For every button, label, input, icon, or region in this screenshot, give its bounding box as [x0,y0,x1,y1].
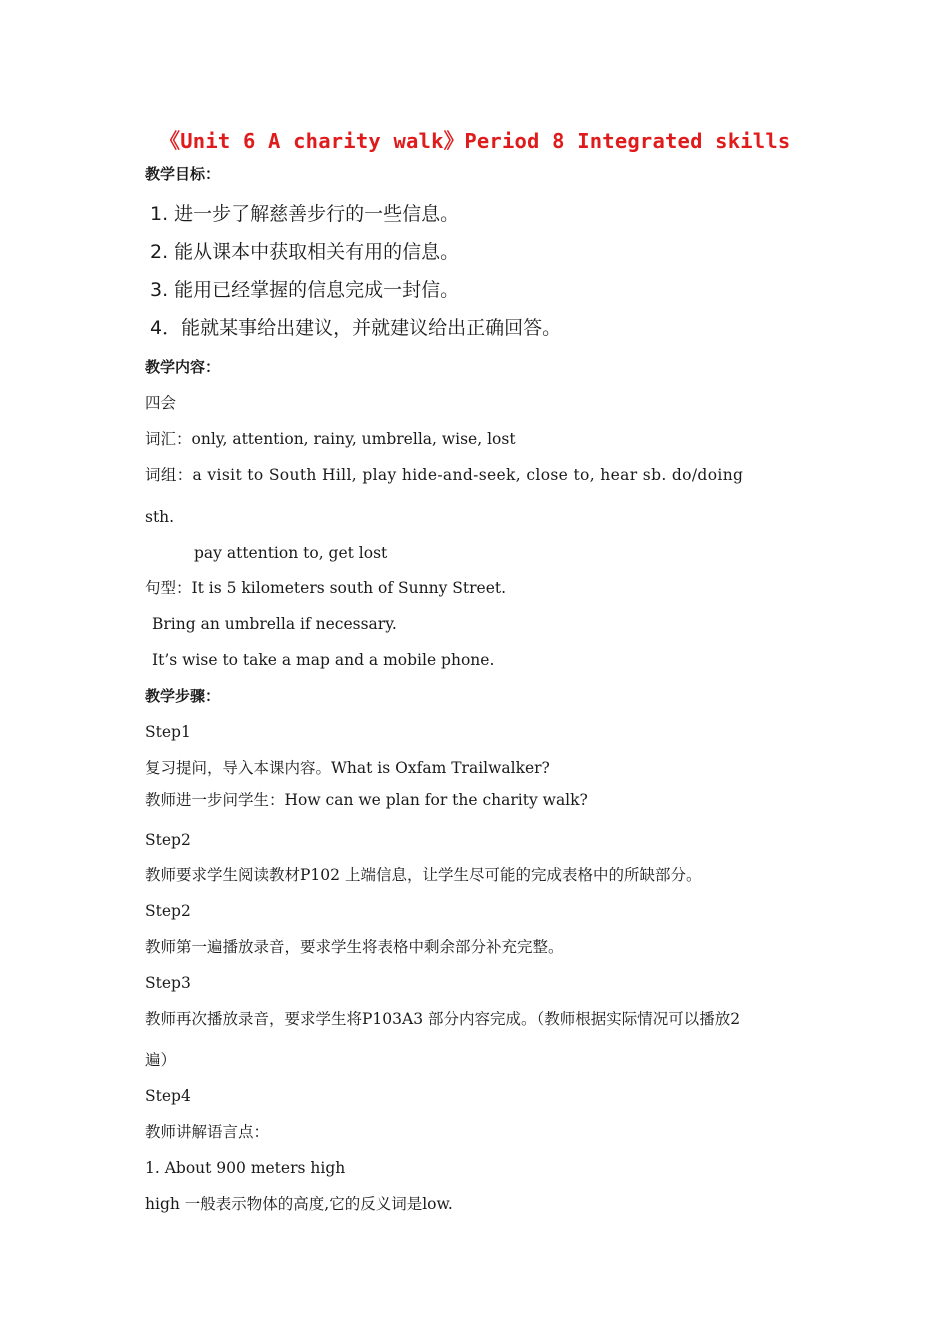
step3-text-2: 遍） [145,1051,177,1069]
step1-text-2: 教师进一步问学生：How can we plan for the charity walk? [145,791,588,809]
objective-item-2: 2. 能从课本中获取相关有用的信息。 [150,241,460,263]
objectives-heading: 教学目标： [145,165,221,183]
phrases-line-3: pay attention to, get lost [194,544,388,562]
step3-label: Step3 [145,974,191,992]
step4-text: 教师讲解语言点： [145,1123,270,1141]
steps-heading: 教学步骤： [145,687,221,705]
objective-item-3: 3. 能用已经掌握的信息完成一封信。 [150,279,460,301]
content-level: 四会 [145,394,177,412]
step4-label: Step4 [145,1087,191,1105]
step1-label: Step1 [145,723,191,741]
objective-item-1: 1. 进一步了解慈善步行的一些信息。 [150,203,460,225]
page-title: 《Unit 6 A charity walk》Period 8 Integrated skills [159,129,791,153]
language-point-1: 1. About 900 meters high [145,1159,346,1177]
language-point-1-note: high 一般表示物体的高度,它的反义词是low. [145,1195,453,1213]
step3-text-1: 教师再次播放录音，要求学生将P103A3 部分内容完成。（教师根据实际情况可以播放2 [145,1010,741,1028]
phrases-line-2: sth. [145,508,175,526]
content-heading: 教学内容： [145,358,221,376]
sentences-line-3: It’s wise to take a map and a mobile phone. [152,651,495,669]
vocab-line: 词汇：only, attention, rainy, umbrella, wise, lost [145,430,516,448]
sentences-line-2: Bring an umbrella if necessary. [152,615,397,633]
objective-item-4: 4．能就某事给出建议，并就建议给出正确回答。 [150,317,562,339]
phrases-line-1: 词组：a visit to South Hill, play hide-and-seek, close to, hear sb. do/doing [145,466,744,484]
step2a-text: 教师要求学生阅读教材P102 上端信息，让学生尽可能的完成表格中的所缺部分。 [145,866,702,884]
step2b-label: Step2 [145,902,191,920]
step2b-text: 教师第一遍播放录音，要求学生将表格中剩余部分补充完整。 [145,938,564,956]
sentences-line-1: 句型：It is 5 kilometers south of Sunny Street. [145,579,507,597]
step2a-label: Step2 [145,831,191,849]
step1-text-1: 复习提问，导入本课内容。What is Oxfam Trailwalker? [145,759,550,777]
